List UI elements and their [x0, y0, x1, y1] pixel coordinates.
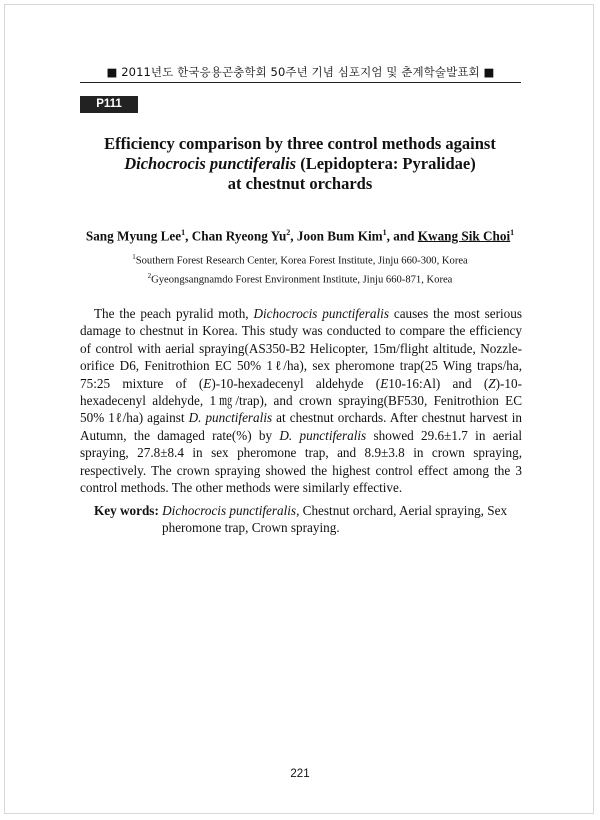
affiliation-text: Gyeongsangnamdo Forest Environment Institute, Jinju 660-871, Korea	[151, 274, 453, 286]
affiliation-line	[40, 269, 560, 288]
author-affiliation-mark: 1	[510, 228, 515, 237]
abstract-paragraph	[80, 305, 522, 496]
text-run: )-10-hexadecenyl aldehyde, 1㎎/trap), and crown spraying(BF530, Fenitrothion EC 50% 1ℓ/ha) against	[80, 375, 522, 426]
keywords-paragraph	[80, 502, 522, 537]
affiliation-line	[40, 250, 560, 269]
italic-text-run: Dichocrocis punctiferalis,	[162, 503, 300, 518]
italic-text-run: E	[203, 375, 212, 391]
paper-title	[60, 134, 540, 194]
italic-text-run: Z	[488, 375, 496, 391]
affiliation-text: Southern Forest Research Center, Korea Forest Institute, Jinju 660-300, Korea	[135, 255, 468, 267]
author-affiliation-mark: 1	[181, 228, 186, 237]
page-number: 221	[290, 768, 310, 780]
paper-id-badge: P111	[80, 96, 138, 113]
affiliation-mark: 2	[147, 271, 152, 280]
header-rule	[80, 82, 521, 83]
keywords-label: Key words:	[94, 503, 159, 518]
author-separator: , and	[386, 228, 418, 244]
affiliation-list	[40, 250, 560, 287]
text-run: causes the most serious damage to chestnut in Korea. This study was conducted to compare the efficiency of control with aerial spraying(AS350-B2 Helicopter, 15m/flight altitude, Nozzle-orifice D6, Fenitrothion EC 50% 1ℓ/ha), sex pheromone trap(25 Wing traps/ha, 75:25 mixture of (	[80, 306, 522, 391]
title-line-1: Efficiency comparison by three control methods against	[104, 134, 496, 153]
author-name: Joon Bum Kim	[296, 228, 383, 244]
title-species: Dichocrocis punctiferalis	[124, 154, 297, 173]
text-run: )-10-hexadecenyl aldehyde (	[211, 375, 381, 391]
author-affiliation-mark: 1	[382, 228, 387, 237]
running-header: ■ 2011년도 한국응용곤충학회 50주년 기념 심포지엄 및 춘계학술발표회 ■	[106, 65, 495, 79]
presenting-author-name: Kwang Sik Choi	[417, 228, 511, 244]
text-run: showed 29.6±1.7 in aerial spraying, 27.8±8.4 in sex pheromone trap, and 8.9±3.8 in crown spraying, respectively. The crown spraying showed the highest control effect among the 3 control methods. The other methods were similarly effective.	[80, 427, 522, 496]
italic-text-run: D. punctiferalis	[279, 427, 367, 443]
title-taxon: (Lepidoptera: Pyralidae)	[296, 154, 476, 173]
author-affiliation-mark: 2	[286, 228, 291, 237]
author-separator: ,	[290, 228, 297, 244]
author-name: Sang Myung Lee	[85, 228, 182, 244]
italic-text-run: Dichocrocis punctiferalis	[253, 306, 389, 321]
author-list	[40, 228, 560, 244]
title-line-3: at chestnut orchards	[227, 174, 373, 193]
title-line-2	[60, 154, 540, 174]
text-run: Chestnut orchard, Aerial spraying, Sex pheromone trap, Crown spraying.	[162, 503, 508, 536]
text-run: 10-16:Al) and (	[388, 375, 489, 391]
italic-text-run: E	[380, 375, 389, 391]
text-run: The the peach pyralid moth,	[94, 306, 254, 321]
author-name: Chan Ryeong Yu	[191, 228, 287, 244]
affiliation-mark: 1	[132, 253, 136, 261]
italic-text-run: D. punctiferalis	[188, 410, 273, 426]
text-run: at chestnut orchards. After chestnut harvest in Autumn, the damaged rate(%) by	[80, 410, 522, 443]
author-separator: ,	[185, 228, 192, 244]
